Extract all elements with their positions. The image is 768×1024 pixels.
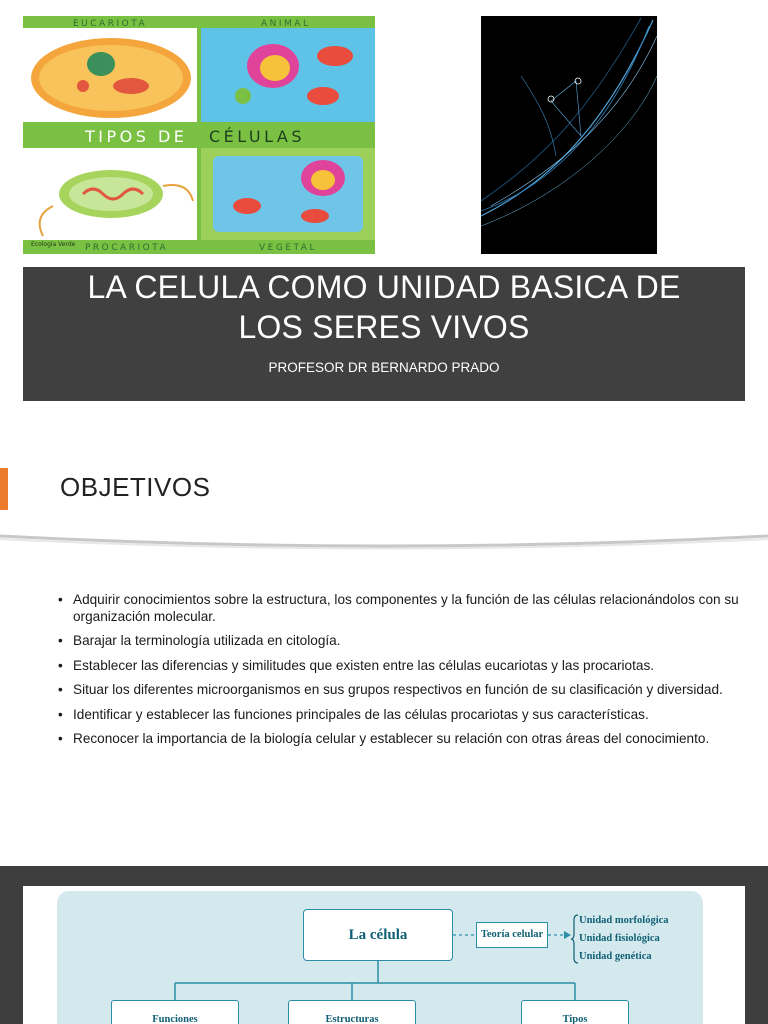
structures-box: Estructuras bbox=[288, 1000, 416, 1024]
abstract-curves-image bbox=[481, 16, 657, 254]
cell-types-collage bbox=[23, 16, 375, 254]
title-slide bbox=[0, 0, 768, 420]
collage-label-prokaryote: PROCARIOTA bbox=[85, 243, 169, 253]
collage-label-plant: VEGETAL bbox=[259, 243, 317, 253]
list-item: • Barajar la terminología utilizada en citología. bbox=[58, 633, 748, 650]
presentation-title bbox=[23, 267, 745, 347]
objectives-title: OBJETIVOS bbox=[60, 472, 211, 502]
collage-watermark: Ecología Verde bbox=[31, 241, 76, 248]
concept-map-card bbox=[23, 886, 745, 1024]
title-line-1: LA CELULA COMO UNIDAD BASICA DE bbox=[87, 269, 681, 305]
concept-root-box: La célula bbox=[303, 909, 453, 961]
cell-concept-slide bbox=[0, 866, 768, 1024]
curly-brace-icon bbox=[571, 914, 579, 964]
objectives-slide bbox=[0, 420, 768, 860]
cell-theory-list bbox=[579, 912, 669, 966]
list-item: • Identificar y establecer las funciones principales de las células procariotas y sus características. bbox=[58, 707, 748, 724]
list-item: • Adquirir conocimientos sobre la estructura, los componentes y la función de las células relacionándolos con su organización molecular. bbox=[58, 592, 748, 625]
theory-item: Unidad morfológica bbox=[579, 915, 669, 926]
objectives-list bbox=[58, 592, 748, 756]
accent-bar bbox=[0, 468, 8, 510]
title-line-2: LOS SERES VIVOS bbox=[238, 309, 530, 345]
collage-label-cells: CÉLULAS bbox=[209, 127, 305, 146]
collage-label-types-prefix: TIPOS DE bbox=[85, 127, 188, 146]
types-box: Tipos bbox=[521, 1000, 629, 1024]
list-item: • Establecer las diferencias y similitudes que existen entre las células eucariotas y las procariotas. bbox=[58, 658, 748, 675]
collage-label-eukaryote: EUCARIOTA bbox=[73, 19, 148, 29]
cell-theory-box: Teoría celular bbox=[476, 922, 548, 948]
title-banner bbox=[23, 267, 745, 401]
list-item: • Reconocer la importancia de la biología celular y establecer su relación con otras áreas del conocimiento. bbox=[58, 731, 748, 748]
theory-item: Unidad fisiológica bbox=[579, 933, 660, 944]
theory-item: Unidad genética bbox=[579, 951, 652, 962]
curved-divider bbox=[0, 528, 768, 558]
functions-box: Funciones bbox=[111, 1000, 239, 1024]
presenter-name: PROFESOR DR BERNARDO PRADO bbox=[268, 360, 500, 375]
list-item: • Situar los diferentes microorganismos en sus grupos respectivos en función de su clasificación y diversidad. bbox=[58, 682, 748, 699]
collage-label-animal: ANIMAL bbox=[261, 19, 311, 29]
